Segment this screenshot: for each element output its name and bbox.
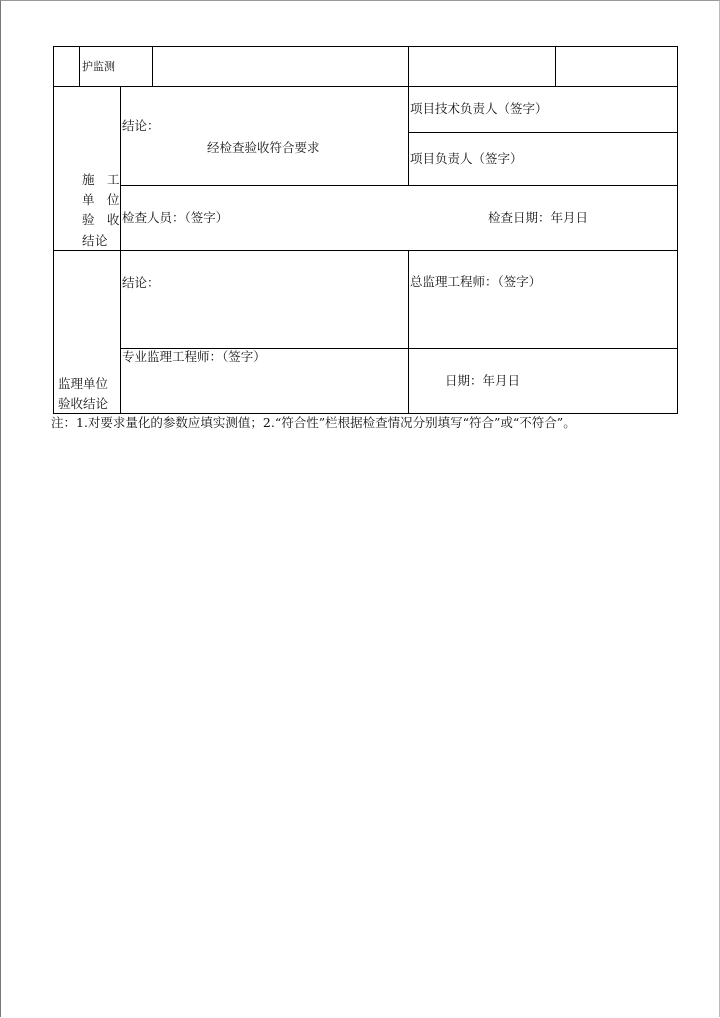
row-divider-1 xyxy=(53,86,678,87)
sign-divider xyxy=(408,132,678,133)
footnote: 注：1.对要求量化的参数应填实测值；2.“符合性”栏根据检查情况分别填写“符合”或“不符合”。 xyxy=(51,415,576,430)
table-left-border xyxy=(53,46,54,414)
top-row-divider-c xyxy=(408,46,409,87)
construction-heading-char: 收 xyxy=(107,212,120,227)
supervision-date: 日期：年月日 xyxy=(445,373,521,388)
construction-heading-char: 结 xyxy=(82,233,95,248)
construction-conclusion-text: 经检查验收符合要求 xyxy=(207,140,320,155)
section-divider xyxy=(53,250,678,251)
construction-heading-char: 论 xyxy=(95,233,108,248)
construction-heading-char: 单 xyxy=(82,192,95,207)
specialist-engineer-signature: 专业监理工程师：（签字） xyxy=(122,349,266,364)
inspection-date: 检查日期：年月日 xyxy=(488,210,589,225)
construction-heading-char: 工 xyxy=(107,172,120,187)
construction-sign-divider xyxy=(408,86,409,186)
inspector-row-top xyxy=(120,185,678,186)
project-lead-signature: 项目负责人（签字） xyxy=(410,151,523,166)
supervision-conclusion-label: 结论： xyxy=(122,275,160,290)
inspector-signature: 检查人员：（签字） xyxy=(122,210,229,225)
construction-heading-char: 位 xyxy=(107,192,120,207)
chief-engineer-signature: 总监理工程师：（签字） xyxy=(410,274,542,289)
supervision-heading-line1: 监理单位 xyxy=(58,376,109,391)
construction-conclusion-label: 结论： xyxy=(122,118,160,133)
table-bottom-border xyxy=(53,413,678,414)
heading-column-divider xyxy=(120,86,121,414)
top-row-divider-b xyxy=(152,46,153,87)
top-row-divider-d xyxy=(555,46,556,87)
supervision-heading-line2: 验收结论 xyxy=(58,396,109,411)
supervision-sign-divider xyxy=(408,250,409,414)
tech-lead-signature: 项目技术负责人（签字） xyxy=(410,101,548,116)
construction-heading-char: 验 xyxy=(82,212,95,227)
construction-heading-char: 施 xyxy=(82,172,95,187)
top-row-label: 护监测 xyxy=(82,60,115,73)
top-row-divider-a xyxy=(79,46,80,87)
table-top-border xyxy=(53,46,678,47)
table-right-border xyxy=(677,46,678,414)
